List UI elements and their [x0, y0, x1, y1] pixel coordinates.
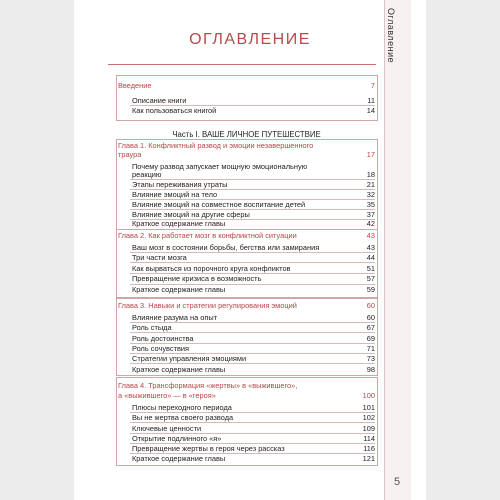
table-of-contents: Введение 7 Описание книги 11 Как пользоваться книгой 14 Часть I. ВАШЕ ЛИЧНОЕ ПУТЕШЕСТВИЕ Глава 1. Конфликтный развод и эмоции незавершенного траура 17 Почему развод запускает мощную эмоциональную реакцию 18 Этапы переживания утраты 21 Влияние эмоций на тело 32 Влияние эмоций на совместное воспитание детей 35 Влияние эмоций на другие сферы 37 Краткое содержание главы 42 Глава 2. Как работает мозг в конфликтной ситуации 43 Ваш мозг в состоянии борьбы, бегства или замирания 43 Три части мозга 44 Как вырваться из порочного круга конфликтов 51 Превращение кризиса в возможность 57 Краткое содержание главы 59 Глава 3. Навыки и стратегии регулирования эмоций 60 Влияние разума на опыт 60 Роль стыда 67 Роль достоинства 69 Роль сочувствия 71 Стратегии управления эмоциями 73 Краткое содержание главы 98 Глава 4. Трансформация «жертвы» в «выжившего», а «выжившего» — в «героя» 100 Плюсы переходного периода 101 Вы не жертва своего развода 102 Ключевые ценности 109 Открытие подлинного «я» 114 Превращение жертвы в героя через рассказ 116 Краткое содержание главы 121: [0, 0, 500, 500]
divider: [130, 262, 375, 263]
page-title: ОГЛАВЛЕНИЕ: [189, 31, 311, 48]
divider: [130, 363, 375, 364]
divider: [130, 332, 375, 333]
side-tab-label: Оглавление: [386, 8, 396, 64]
page-number: 5: [394, 476, 401, 488]
divider: [130, 422, 375, 423]
part-heading: Часть I. ВАШЕ ЛИЧНОЕ ПУТЕШЕСТВИЕ: [172, 130, 321, 139]
